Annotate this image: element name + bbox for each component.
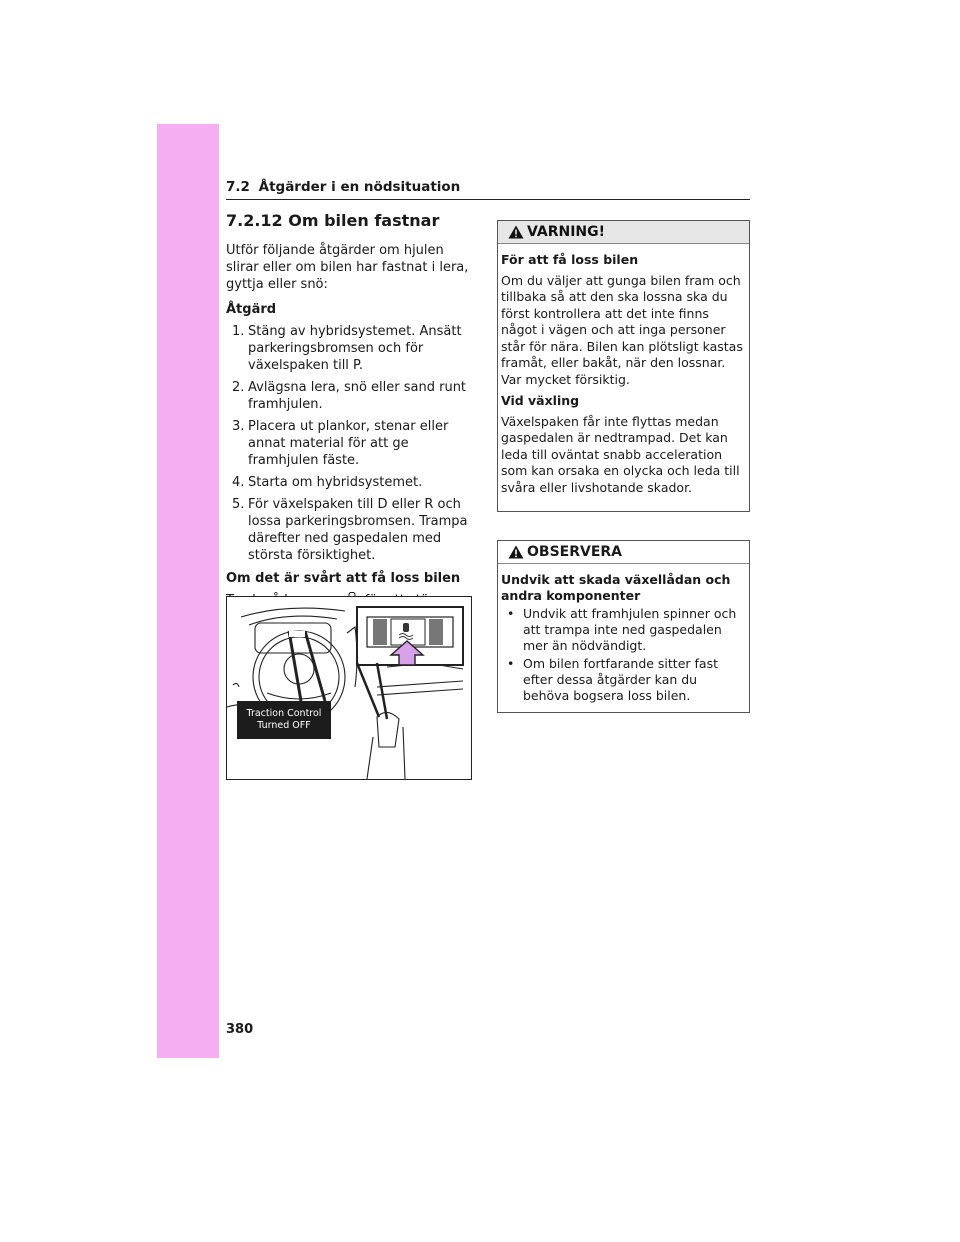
warning-icon [508, 225, 524, 239]
step-number: 1. [232, 324, 245, 339]
intro-paragraph: Utför följande åtgärder om hjulen slirar eller om bilen har fastnat i lera, gyttja eller snö: [226, 243, 469, 292]
step-text: Placera ut plankor, stenar eller annat material för att ge framhjulen fäste. [248, 419, 449, 468]
callout-line-2: Turned OFF [257, 720, 311, 731]
callout-line-1: Traction Control [246, 708, 322, 719]
notice-body [498, 564, 749, 712]
section-title: Åtgärder i en nödsituation [258, 179, 461, 195]
notice-header [498, 541, 749, 564]
notice-bullets [501, 606, 746, 704]
step-text: Starta om hybridsystemet. [248, 475, 423, 490]
hard-to-free-heading: Om det är svårt att få loss bilen [226, 571, 461, 586]
warning-subheading-1: För att få loss bilen [501, 252, 639, 267]
notice-subheading: Undvik att skada växellådan och andra komponenter [501, 572, 731, 603]
caution-icon [508, 545, 524, 559]
step-text: För växelspaken till D eller R och lossa parkeringsbromsen. Trampa därefter ned gaspedalen med största försiktighet. [248, 497, 468, 563]
step-text: Stäng av hybridsystemet. Ansätt parkeringsbromsen och för växelspaken till P. [248, 324, 462, 373]
side-column [497, 220, 750, 713]
notice-title: OBSERVERA [527, 544, 623, 560]
warning-box [497, 220, 750, 512]
step-item [226, 379, 472, 413]
step-item [226, 496, 472, 564]
dashboard-drawing [227, 597, 471, 779]
trc-button-illustration [226, 596, 472, 780]
chapter-sidebar-tab [157, 124, 219, 1058]
procedure-heading: Åtgärd [226, 302, 277, 317]
list-item: • Om bilen fortfarande sitter fast efter dessa åtgärder kan du behöva bogsera loss bilen. [501, 656, 746, 704]
warning-body [498, 244, 749, 511]
header-rule [226, 199, 750, 200]
step-item [226, 418, 472, 469]
procedure-steps [226, 323, 472, 564]
step-text: Avlägsna lera, snö eller sand runt framhjulen. [248, 380, 467, 412]
step-number: 5. [232, 497, 245, 512]
warning-header [498, 221, 749, 244]
section-header [226, 179, 750, 195]
warning-subheading-2: Vid växling [501, 393, 580, 408]
page-number: 380 [226, 1022, 254, 1037]
step-number: 2. [232, 380, 245, 395]
trc-off-callout [237, 701, 331, 739]
page-title: 7.2.12 Om bilen fastnar [226, 211, 440, 230]
warning-text-1: Om du väljer att gunga bilen fram och tillbaka så att den ska lossna ska du först kontrollera att det inte finns något i vägen och att inga personer står för nära. Bilen kan plötsligt kastas framåt, eller bakåt, när den lossnar. Var mycket försiktig. [501, 272, 743, 387]
section-number: 7.2 [226, 179, 250, 195]
main-column [226, 210, 472, 634]
notice-box [497, 540, 750, 713]
step-item [226, 474, 472, 491]
step-number: 4. [232, 475, 245, 490]
warning-text-2: Växelspaken får inte flyttas medan gaspedalen är nedtrampad. Det kan leda till oväntat snabb acceleration som kan orsaka en olycka och leda till svåra eller livshotande skador. [501, 413, 740, 495]
step-item [226, 323, 472, 374]
warning-title: VARNING! [527, 224, 606, 240]
step-number: 3. [232, 419, 245, 434]
list-item: • Undvik att framhjulen spinner och att trampa inte ned gaspedalen mer än nödvändigt. [501, 606, 746, 654]
